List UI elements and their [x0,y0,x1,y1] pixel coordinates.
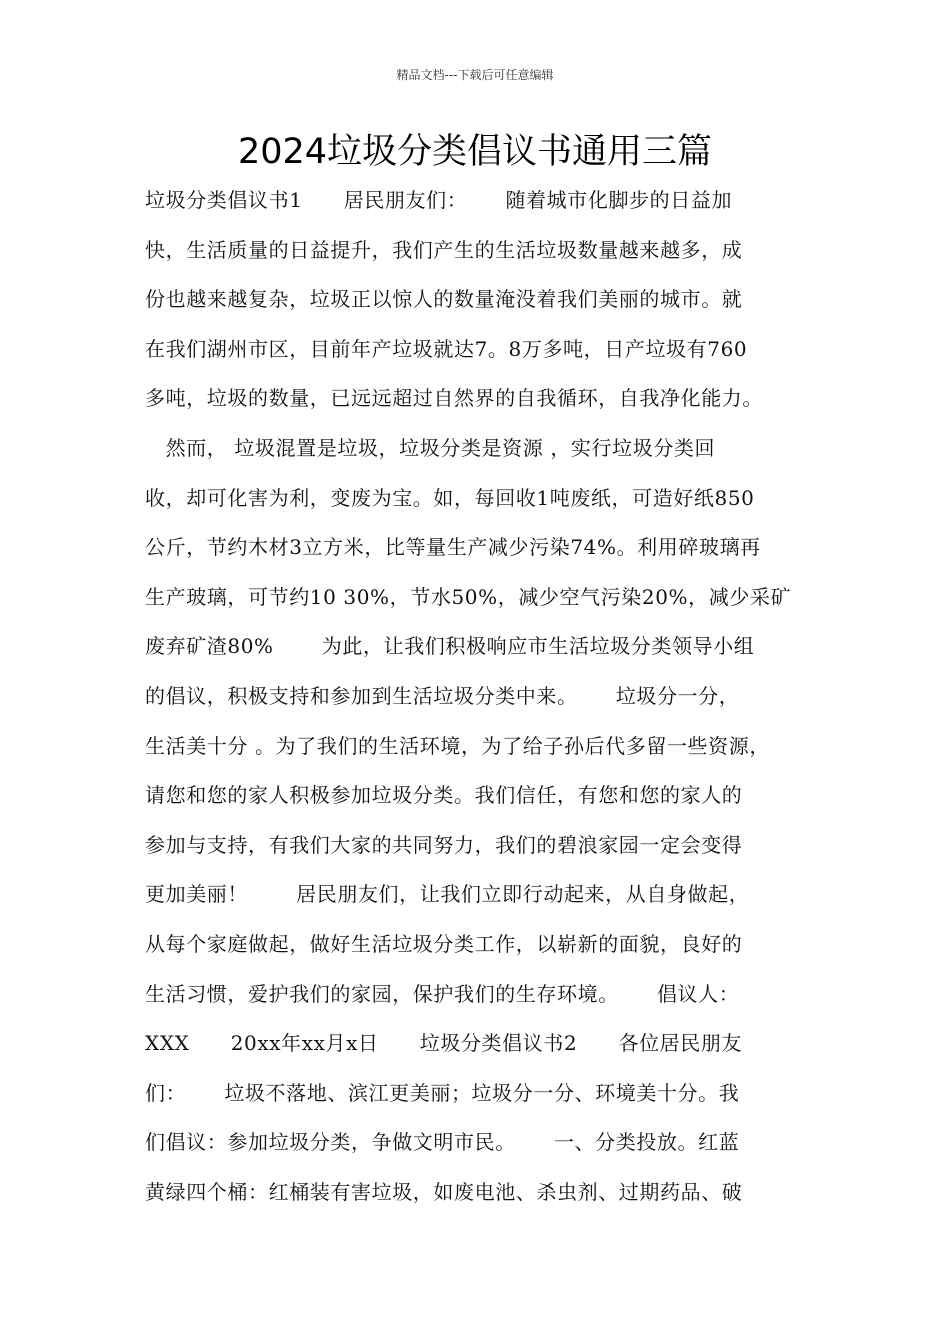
body-line: 们： 垃圾不落地、滨江更美丽；垃圾分一分、环境美十分。我 [145,1080,740,1105]
body-line: 份也越来越复杂，垃圾正以惊人的数量淹没着我们美丽的城市。就 [145,287,743,312]
body-line: 公斤，节约木材3立方米，比等量生产减少污染74%。利用碎玻璃再 [145,535,761,560]
body-line: 生产玻璃，可节约10 30%，节水50%，减少空气污染20%，减少采矿 [145,584,792,609]
body-line: XXX 20xx年xx月x日 垃圾分类倡议书2 各位居民朋友 [145,1031,743,1056]
body-line: 然而， 垃圾混置是垃圾，垃圾分类是资源 ，实行垃圾分类回 [145,435,716,460]
body-line: 们倡议：参加垃圾分类，争做文明市民。 一、分类投放。红蓝 [145,1130,740,1155]
body-line: 生活习惯，爱护我们的家园，保护我们的生存环境。 倡议人： [145,981,740,1006]
body-line: 黄绿四个桶：红桶装有害垃圾，如废电池、杀虫剂、过期药品、破 [145,1179,743,1204]
body-line: 从每个家庭做起，做好生活垃圾分类工作，以崭新的面貌，良好的 [145,931,743,956]
document-title: 2024垃圾分类倡议书通用三篇 [237,132,713,172]
body-line: 快，生活质量的日益提升，我们产生的生活垃圾数量越来越多，成 [145,237,743,262]
body-line: 请您和您的家人积极参加垃圾分类。我们信任，有您和您的家人的 [145,783,743,808]
body-line: 废弃矿渣80% 为此，让我们积极响应市生活垃圾分类领导小组 [145,634,755,659]
body-line: 生活美十分 。为了我们的生活环境，为了给子孙后代多留一些资源， [145,733,770,758]
body-line: 收，却可化害为利，变废为宝。如，每回收1吨废纸，可造好纸850 [145,485,755,510]
body-line: 多吨，垃圾的数量，已远远超过自然界的自我循环，自我净化能力。 [145,386,763,411]
body-line: 在我们湖州市区，目前年产垃圾就达7。8万多吨，日产垃圾有760 [145,336,748,361]
body-line: 更加美丽！ 居民朋友们，让我们立即行动起来，从自身做起， [145,882,750,907]
body-line: 的倡议，积极支持和参加到生活垃圾分类中来。 垃圾分一分， [145,683,740,708]
body-line: 垃圾分类倡议书1 居民朋友们： 随着城市化脚步的日益加 [145,188,733,212]
document-body [145,176,825,1217]
header-note: 精品文档---下载后可任意编辑 [396,68,554,82]
body-line: 参加与支持，有我们大家的共同努力，我们的碧浪家园一定会变得 [145,832,743,857]
